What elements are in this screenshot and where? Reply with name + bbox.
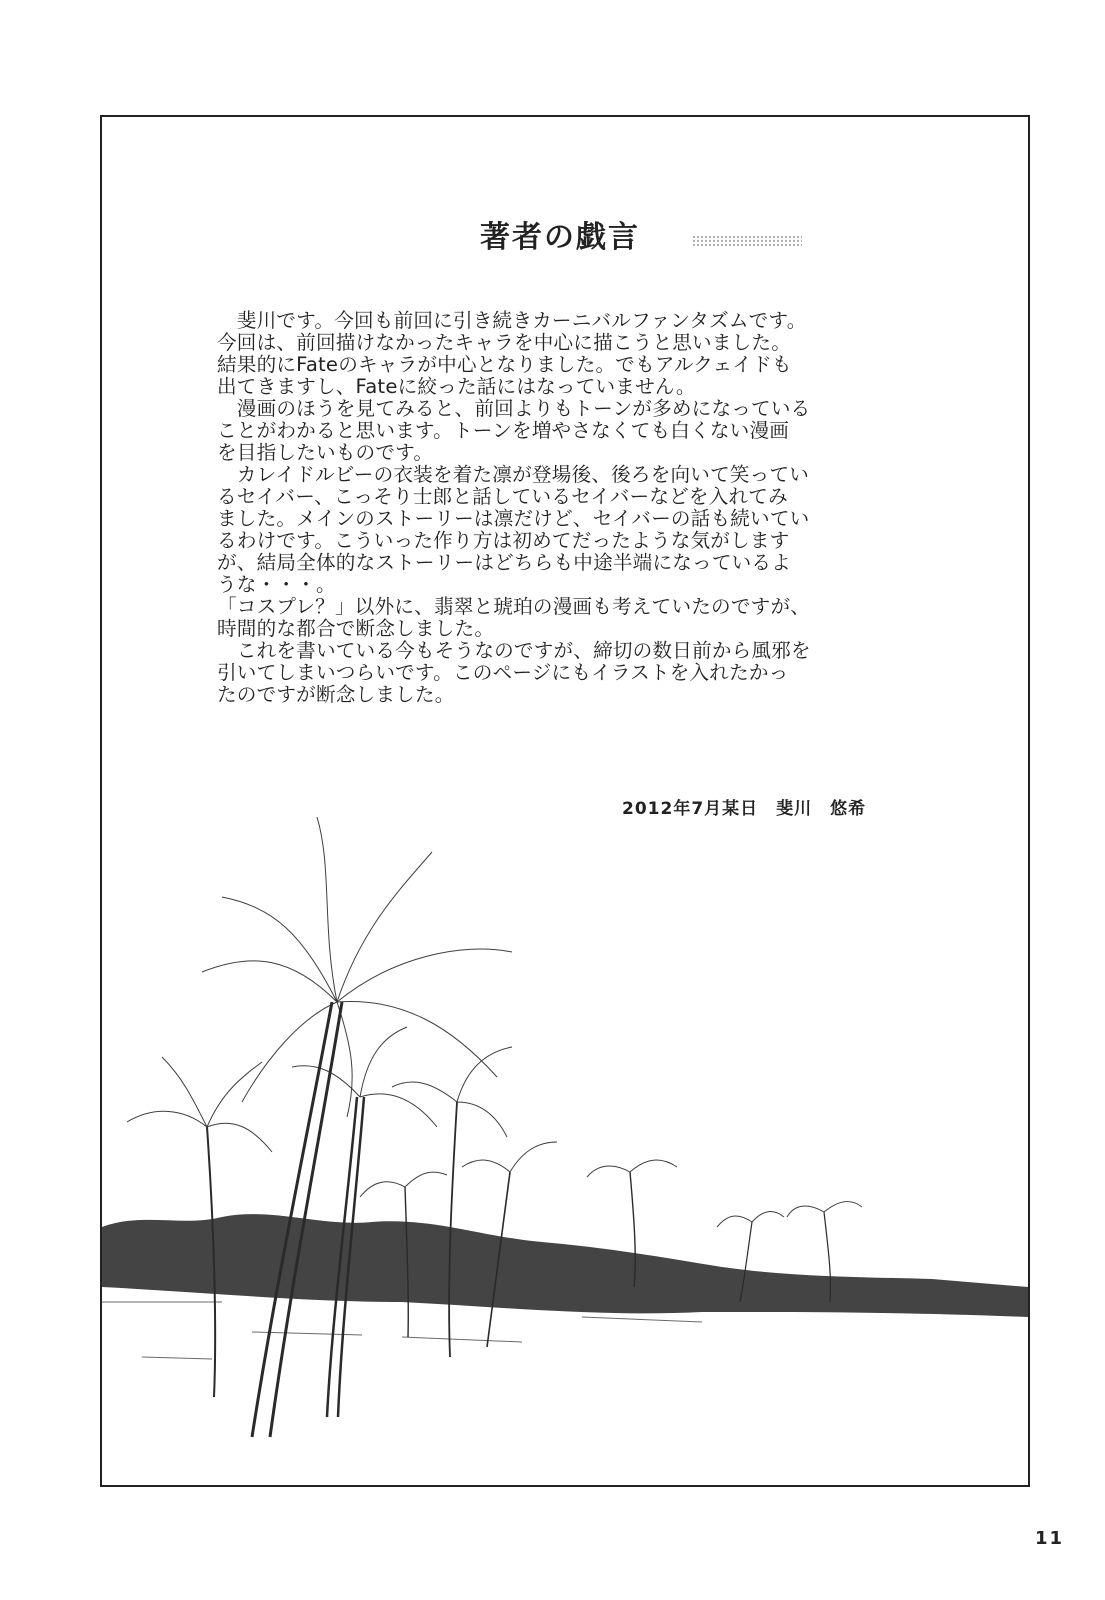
paragraph: これを書いている今もそうなのですが、締切の数日前から風邪を 引いてしまいつらいです。このページにもイラストを入れたかっ たのですが断念しました。 [217, 639, 811, 706]
page-number: 11 [1035, 1528, 1065, 1549]
paragraph: 漫画のほうを見てみると、前回よりもトーンが多めになっている ことがわかると思います。トーンを増やさなくても白くない漫画 を目指したいものです。 [217, 397, 811, 464]
page-frame [100, 115, 1030, 1487]
afterword-text [217, 310, 967, 706]
signature-date: 2012年7月某日 斐川 悠希 [622, 799, 867, 819]
page-title: 著者の戯言 [480, 220, 640, 255]
paragraph: カレイドルビーの衣装を着た凛が登場後、後ろを向いて笑ってい るセイバー、こっそり士郎と話しているセイバーなどを入れてみ ました。メインのストーリーは凛だけど、セイバーの話も続いてい るわけです。こういった作り方は初めてだったような気がします が、結局全体的なストーリーはどちらも中途半端になっているよ うな・・・。 [217, 463, 810, 596]
title-screentone [692, 235, 802, 247]
paragraph: 「コスプレ？」以外に、翡翠と琥珀の漫画も考えていたのですが、 時間的な都合で断念しました。 [217, 595, 811, 640]
title-container [102, 212, 1028, 256]
paragraph: 斐川です。今回も前回に引き続きカーニバルファンタズムです。 今回は、前回描けなかったキャラを中心に描こうと思いました。 結果的にFateのキャラが中心となりました。でもアルクェイドも 出てきますし、Fateに絞った話にはなっていません。 [217, 309, 807, 398]
palm-beach-illustration [102, 757, 1028, 1487]
